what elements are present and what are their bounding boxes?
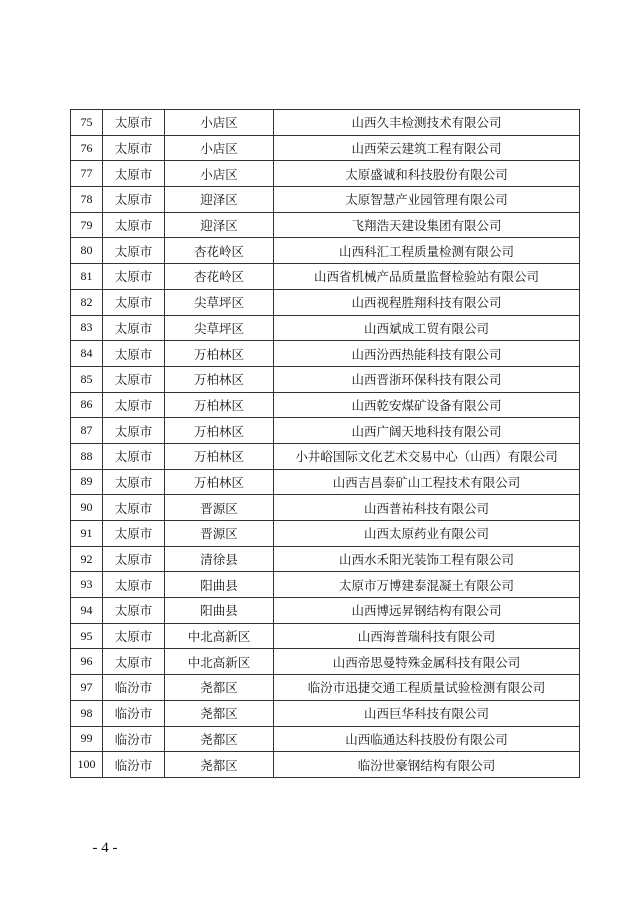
company-name-cell: 太原盛诚和科技股份有限公司 — [274, 161, 580, 187]
table-row — [71, 315, 580, 341]
row-number-cell: 78 — [71, 187, 103, 213]
row-number-cell: 97 — [71, 675, 103, 701]
row-number-cell: 94 — [71, 598, 103, 624]
company-name-cell: 山西荣云建筑工程有限公司 — [274, 135, 580, 161]
city-cell: 太原市 — [103, 110, 165, 136]
row-number-cell: 93 — [71, 572, 103, 598]
table-row — [71, 726, 580, 752]
row-number-cell: 92 — [71, 546, 103, 572]
city-cell: 太原市 — [103, 238, 165, 264]
district-cell: 尧都区 — [165, 700, 274, 726]
row-number-cell: 76 — [71, 135, 103, 161]
table-row — [71, 161, 580, 187]
district-cell: 尧都区 — [165, 675, 274, 701]
company-name-cell: 山西吉昌泰矿山工程技术有限公司 — [274, 469, 580, 495]
district-cell: 杏花岭区 — [165, 264, 274, 290]
city-cell: 太原市 — [103, 546, 165, 572]
city-cell: 太原市 — [103, 289, 165, 315]
district-cell: 万柏林区 — [165, 366, 274, 392]
company-name-cell: 小井峪国际文化艺术交易中心（山西）有限公司 — [274, 443, 580, 469]
city-cell: 太原市 — [103, 264, 165, 290]
city-cell: 太原市 — [103, 161, 165, 187]
table-row — [71, 675, 580, 701]
district-cell: 阳曲县 — [165, 572, 274, 598]
company-name-cell: 山西晋浙环保科技有限公司 — [274, 366, 580, 392]
table-row — [71, 752, 580, 778]
company-name-cell: 山西水禾阳光装饰工程有限公司 — [274, 546, 580, 572]
table-row — [71, 341, 580, 367]
row-number-cell: 77 — [71, 161, 103, 187]
district-cell: 中北高新区 — [165, 623, 274, 649]
district-cell: 晋源区 — [165, 495, 274, 521]
row-number-cell: 84 — [71, 341, 103, 367]
page-number: - 4 - — [92, 840, 118, 856]
company-name-cell: 山西巨华科技有限公司 — [274, 700, 580, 726]
company-name-cell: 山西斌成工贸有限公司 — [274, 315, 580, 341]
company-list-table — [70, 109, 580, 778]
district-cell: 万柏林区 — [165, 392, 274, 418]
table-row — [71, 238, 580, 264]
district-cell: 中北高新区 — [165, 649, 274, 675]
district-cell: 万柏林区 — [165, 469, 274, 495]
company-name-cell: 山西帝思曼特殊金属科技有限公司 — [274, 649, 580, 675]
row-number-cell: 83 — [71, 315, 103, 341]
table-row — [71, 289, 580, 315]
city-cell: 太原市 — [103, 469, 165, 495]
city-cell: 太原市 — [103, 366, 165, 392]
table-row — [71, 392, 580, 418]
company-name-cell: 太原市万博建泰混凝土有限公司 — [274, 572, 580, 598]
row-number-cell: 80 — [71, 238, 103, 264]
company-name-cell: 山西广阔天地科技有限公司 — [274, 418, 580, 444]
table-row — [71, 366, 580, 392]
district-cell: 迎泽区 — [165, 187, 274, 213]
company-name-cell: 山西海普瑞科技有限公司 — [274, 623, 580, 649]
table-row — [71, 521, 580, 547]
city-cell: 太原市 — [103, 341, 165, 367]
row-number-cell: 100 — [71, 752, 103, 778]
table-row — [71, 110, 580, 136]
row-number-cell: 85 — [71, 366, 103, 392]
company-name-cell: 山西省机械产品质量监督检验站有限公司 — [274, 264, 580, 290]
company-name-cell: 临汾市迅捷交通工程质量试验检测有限公司 — [274, 675, 580, 701]
table-row — [71, 264, 580, 290]
row-number-cell: 89 — [71, 469, 103, 495]
district-cell: 阳曲县 — [165, 598, 274, 624]
city-cell: 太原市 — [103, 212, 165, 238]
company-name-cell: 临汾世豪钢结构有限公司 — [274, 752, 580, 778]
table-row — [71, 443, 580, 469]
city-cell: 太原市 — [103, 598, 165, 624]
row-number-cell: 99 — [71, 726, 103, 752]
company-name-cell: 山西久丰检测技术有限公司 — [274, 110, 580, 136]
district-cell: 尖草坪区 — [165, 315, 274, 341]
company-name-cell: 山西乾安煤矿设备有限公司 — [274, 392, 580, 418]
row-number-cell: 81 — [71, 264, 103, 290]
row-number-cell: 86 — [71, 392, 103, 418]
row-number-cell: 90 — [71, 495, 103, 521]
city-cell: 太原市 — [103, 495, 165, 521]
city-cell: 太原市 — [103, 572, 165, 598]
row-number-cell: 88 — [71, 443, 103, 469]
district-cell: 万柏林区 — [165, 341, 274, 367]
row-number-cell: 75 — [71, 110, 103, 136]
row-number-cell: 79 — [71, 212, 103, 238]
city-cell: 太原市 — [103, 418, 165, 444]
city-cell: 太原市 — [103, 315, 165, 341]
city-cell: 太原市 — [103, 649, 165, 675]
table-body — [71, 110, 580, 778]
city-cell: 太原市 — [103, 392, 165, 418]
company-name-cell: 山西太原药业有限公司 — [274, 521, 580, 547]
row-number-cell: 91 — [71, 521, 103, 547]
company-name-cell: 山西科汇工程质量检测有限公司 — [274, 238, 580, 264]
district-cell: 晋源区 — [165, 521, 274, 547]
city-cell: 太原市 — [103, 623, 165, 649]
city-cell: 临汾市 — [103, 726, 165, 752]
city-cell: 临汾市 — [103, 675, 165, 701]
table-row — [71, 135, 580, 161]
table-row — [71, 623, 580, 649]
company-name-cell: 山西博远昇钢结构有限公司 — [274, 598, 580, 624]
district-cell: 尧都区 — [165, 726, 274, 752]
city-cell: 太原市 — [103, 187, 165, 213]
company-name-cell: 太原智慧产业园管理有限公司 — [274, 187, 580, 213]
table-row — [71, 187, 580, 213]
district-cell: 万柏林区 — [165, 418, 274, 444]
table-row — [71, 572, 580, 598]
row-number-cell: 87 — [71, 418, 103, 444]
city-cell: 太原市 — [103, 135, 165, 161]
table-row — [71, 495, 580, 521]
company-name-cell: 山西汾西热能科技有限公司 — [274, 341, 580, 367]
company-name-cell: 山西普祐科技有限公司 — [274, 495, 580, 521]
district-cell: 尧都区 — [165, 752, 274, 778]
company-name-cell: 飞翔浩天建设集团有限公司 — [274, 212, 580, 238]
table-row — [71, 469, 580, 495]
city-cell: 临汾市 — [103, 752, 165, 778]
company-name-cell: 山西视程胜翔科技有限公司 — [274, 289, 580, 315]
district-cell: 尖草坪区 — [165, 289, 274, 315]
row-number-cell: 95 — [71, 623, 103, 649]
district-cell: 万柏林区 — [165, 443, 274, 469]
district-cell: 小店区 — [165, 110, 274, 136]
table-row — [71, 546, 580, 572]
table-row — [71, 598, 580, 624]
row-number-cell: 96 — [71, 649, 103, 675]
district-cell: 小店区 — [165, 161, 274, 187]
district-cell: 迎泽区 — [165, 212, 274, 238]
city-cell: 临汾市 — [103, 700, 165, 726]
district-cell: 杏花岭区 — [165, 238, 274, 264]
table-row — [71, 418, 580, 444]
table-row — [71, 649, 580, 675]
city-cell: 太原市 — [103, 521, 165, 547]
company-name-cell: 山西临通达科技股份有限公司 — [274, 726, 580, 752]
row-number-cell: 98 — [71, 700, 103, 726]
district-cell: 清徐县 — [165, 546, 274, 572]
row-number-cell: 82 — [71, 289, 103, 315]
table-row — [71, 212, 580, 238]
table-row — [71, 700, 580, 726]
city-cell: 太原市 — [103, 443, 165, 469]
district-cell: 小店区 — [165, 135, 274, 161]
